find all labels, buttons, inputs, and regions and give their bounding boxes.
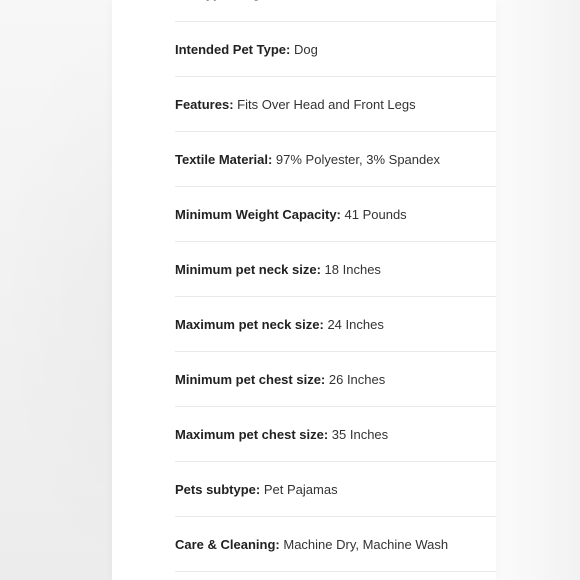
spec-value: Fits Over Head and Front Legs — [237, 97, 416, 112]
spec-label — [175, 0, 233, 1]
spec-label: Minimum pet neck size: — [175, 262, 321, 277]
spec-label: Intended Pet Type: — [175, 42, 291, 57]
spec-row-minimum-neck-size — [175, 242, 496, 297]
spec-label: Pets subtype: — [175, 482, 261, 497]
spec-value: 35 Inches — [331, 427, 389, 442]
spec-value: Pet Pajamas — [263, 482, 338, 497]
spec-row-textile-material — [175, 132, 496, 187]
spec-row-care-cleaning — [175, 517, 496, 572]
spec-value: Dog — [293, 42, 318, 57]
left-page-background — [0, 0, 112, 580]
spec-label: Care & Cleaning: — [175, 537, 280, 552]
spec-value: 26 Inches — [328, 372, 386, 387]
spec-value: 41 Pounds — [344, 207, 407, 222]
spec-row-pets-subtype — [175, 462, 496, 517]
spec-value: Machine Dry, Machine Wash — [283, 537, 449, 552]
spec-label: Features: — [175, 97, 234, 112]
spec-value: 24 Inches — [327, 317, 384, 332]
spec-row-minimum-chest-size — [175, 352, 496, 407]
spec-row-intended-pet-type — [175, 22, 496, 77]
spec-label: Minimum pet chest size: — [175, 372, 326, 387]
spec-row-maximum-chest-size — [175, 407, 496, 462]
spec-label: Minimum Weight Capacity: — [175, 207, 341, 222]
spec-row-maximum-neck-size — [175, 297, 496, 352]
spec-value: 97% Polyester, 3% Spandex — [275, 152, 440, 167]
spec-value: 18 Inches — [324, 262, 381, 277]
specifications-list — [175, 0, 496, 572]
spec-label: Maximum pet neck size: — [175, 317, 324, 332]
product-specifications-panel — [112, 0, 496, 580]
spec-row-minimum-weight-capacity — [175, 187, 496, 242]
spec-row-pet-type — [175, 0, 496, 22]
spec-value — [236, 0, 260, 1]
spec-label: Maximum pet chest size: — [175, 427, 329, 442]
spec-label: Textile Material: — [175, 152, 273, 167]
spec-row-features — [175, 77, 496, 132]
right-page-background — [496, 0, 580, 580]
